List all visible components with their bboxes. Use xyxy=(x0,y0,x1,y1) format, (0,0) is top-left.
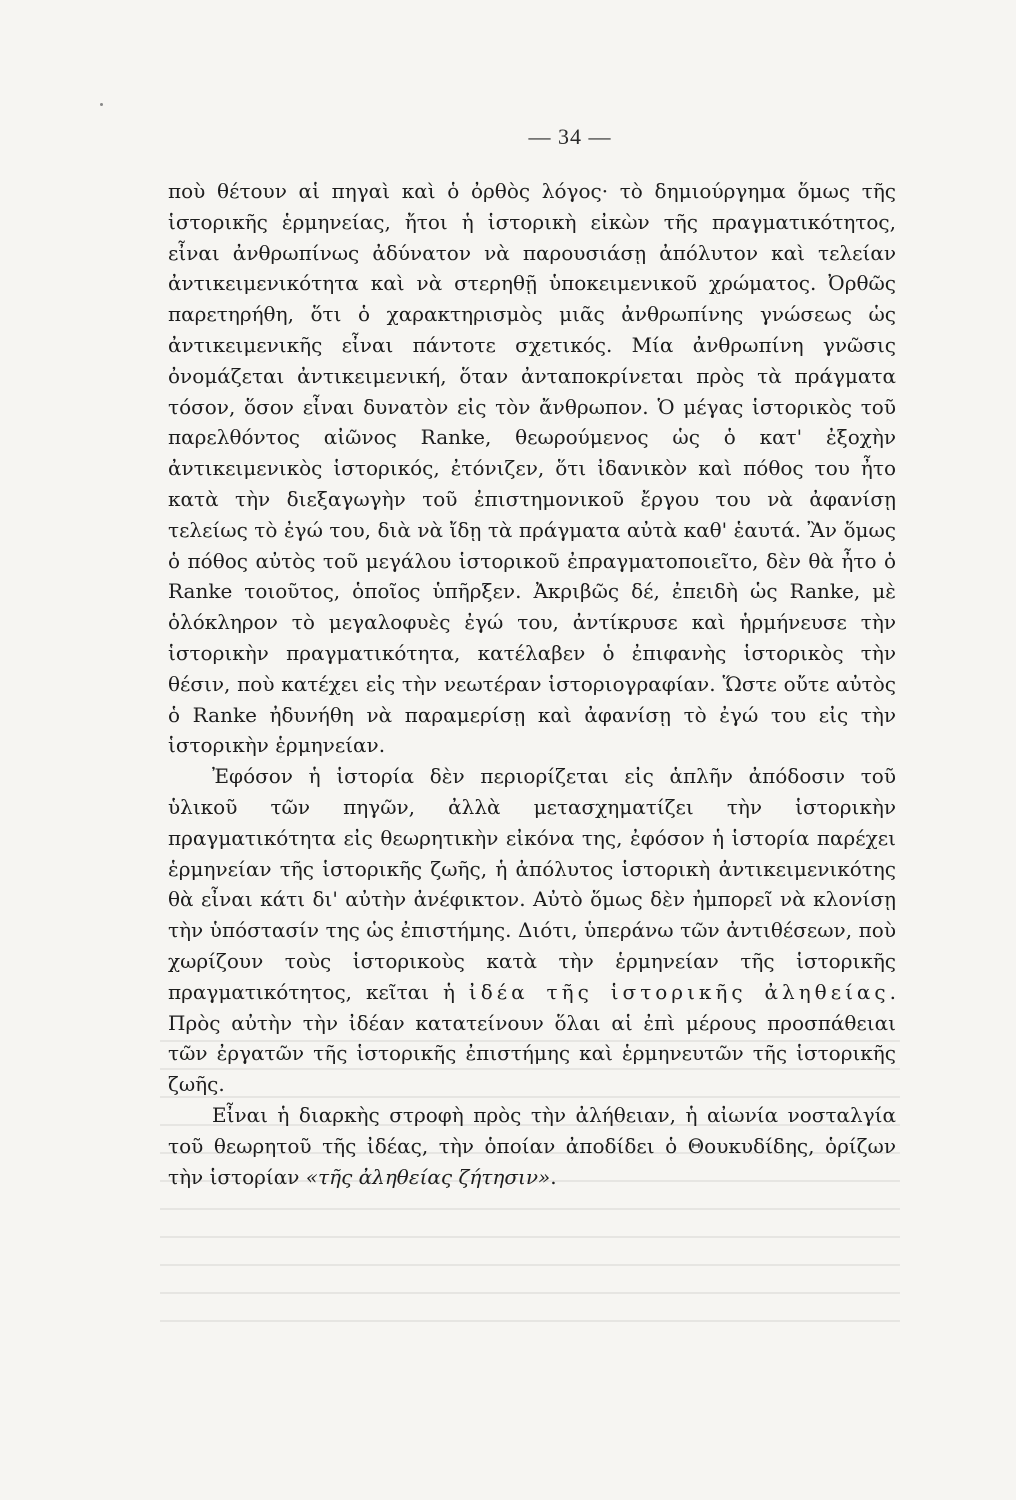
paragraph-3-text-b: . xyxy=(550,1164,557,1189)
paragraph-2-text-b: . Πρὸς αὐτὴν τὴν ἰδέαν κατατείνουν ὅλαι αἱ ἐπὶ μέρους προσπάθειαι τῶν ἐργατῶν τῆς ἱστορικῆς ἐπιστήμης καὶ ἑρμηνευτῶν τῆς ἱστορικῆς ζωῆς. xyxy=(168,979,896,1097)
paragraph-1-text: ποὺ θέτουν αἱ πηγαὶ καὶ ὁ ὀρθὸς λόγος· τὸ δημιούργημα ὅμως τῆς ἱστορικῆς ἑρμηνείας, ἤτοι ἡ ἱστορικὴ εἰκὼν τῆς πραγματικότητος, εἶναι ἀνθρωπίνως ἀδύνατον νὰ παρουσιάσῃ ἀπόλυτον καὶ τελείαν ἀντικειμενικότητα καὶ νὰ στερηθῇ ὑποκειμενικοῦ χρώματος. Ὀρθῶς παρετηρήθη, ὅτι ὁ χαρακτηρισμὸς μιᾶς ἀνθρωπίνης γνώσεως ὡς ἀντικειμενικῆς εἶναι πάντοτε σχετικός. Μία ἀνθρωπίνη γνῶσις ὀνομάζεται ἀντικειμενική, ὅταν ἀνταποκρίνεται πρὸς τὰ πράγματα τόσον, ὅσον εἶναι δυνατὸν εἰς τὸν ἄνθρωπον. Ὁ μέγας ἱστορικὸς τοῦ παρελθόντος αἰῶνος Ranke, θεωρούμενος ὡς ὁ κατ' ἐξοχὴν ἀντικειμενικὸς ἱστορικός, ἐτόνιζεν, ὅτι ἰδανικὸν καὶ πόθος του ἦτο κατὰ τὴν διεξαγωγὴν τοῦ ἐπιστημονικοῦ ἔργου του νὰ ἀφανίσῃ τελείως τὸ ἐγώ του, διὰ νὰ ἴδῃ τὰ πράγματα αὐτὰ καθ' ἑαυτά. Ἂν ὅμως ὁ πόθος αὐτὸς τοῦ μεγάλου ἱστορικοῦ ἐπραγματοποιεῖτο, δὲν θὰ ἦτο ὁ Ranke τοιοῦτος, ὁποῖος ὑπῆρξεν. Ἀκριβῶς δέ, ἐπειδὴ ὡς Ranke, μὲ ὁλόκληρον τὸ μεγαλοφυὲς ἐγώ του, ἀντίκρυσε καὶ ἡρμήνευσε τὴν ἱστορικὴν πραγματικότητα, κατέλαβεν ὁ ἐπιφανὴς ἱστορικὸς τὴν θέσιν, ποὺ κατέχει εἰς τὴν νεωτέραν ἱστοριογραφίαν. Ὥστε οὔτε αὐτὸς ὁ Ranke ἠδυνήθη νὰ παραμερίσῃ καὶ ἀφανίσῃ τὸ ἐγώ του εἰς τὴν ἱστορικὴν ἑρμηνείαν. xyxy=(168,179,896,758)
quotation: «τῆς ἀληθείας ζήτησιν» xyxy=(305,1164,551,1189)
scan-speck xyxy=(100,103,103,106)
paragraph-3-text-a: Εἶναι ἡ διαρκὴς στροφὴ πρὸς τὴν ἀλήθειαν, ἡ αἰωνία νοσταλγία τοῦ θεωρητοῦ τῆς ἰδέας, τὴν ὁποίαν ἀποδίδει ὁ Θουκυδίδης, ὁρίζων τὴν ἱστορίαν xyxy=(168,1102,896,1189)
show-through-lines xyxy=(160,1040,900,1370)
paragraph-2-text-a: Ἐφόσον ἡ ἱστορία δὲν περιορίζεται εἰς ἁπλῆν ἀπόδοσιν τοῦ ὑλικοῦ τῶν πηγῶν, ἀλλὰ μετασχηματίζει τὴν ἱστορικὴν πραγματικότητα εἰς θεωρητικὴν εἰκόνα της, ἐφόσον ἡ ἱστορία παρέχει ἑρμηνείαν τῆς ἱστορικῆς ζωῆς, ἡ ἀπόλυτος ἱστορικὴ ἀντικειμενικότης θὰ εἶναι κάτι δι' αὐτὴν ἀνέφικτον. Αὐτὸ ὅμως δὲν ἠμπορεῖ νὰ κλονίσῃ τὴν ὑπόστασίν της ὡς ἐπιστήμης. Διότι, ὑπεράνω τῶν ἀντιθέσεων, ποὺ χωρίζουν τοὺς ἱστορικοὺς κατὰ τὴν ἑρμηνείαν τῆς ἱστορικῆς πραγματικότητος, κεῖται ἡ xyxy=(168,764,896,1004)
page-number: — 34 — xyxy=(528,124,612,149)
emphasized-phrase: ἰδέα τῆς ἱστορικῆς ἀληθείας xyxy=(468,979,890,1004)
paragraph-1 xyxy=(168,176,896,761)
